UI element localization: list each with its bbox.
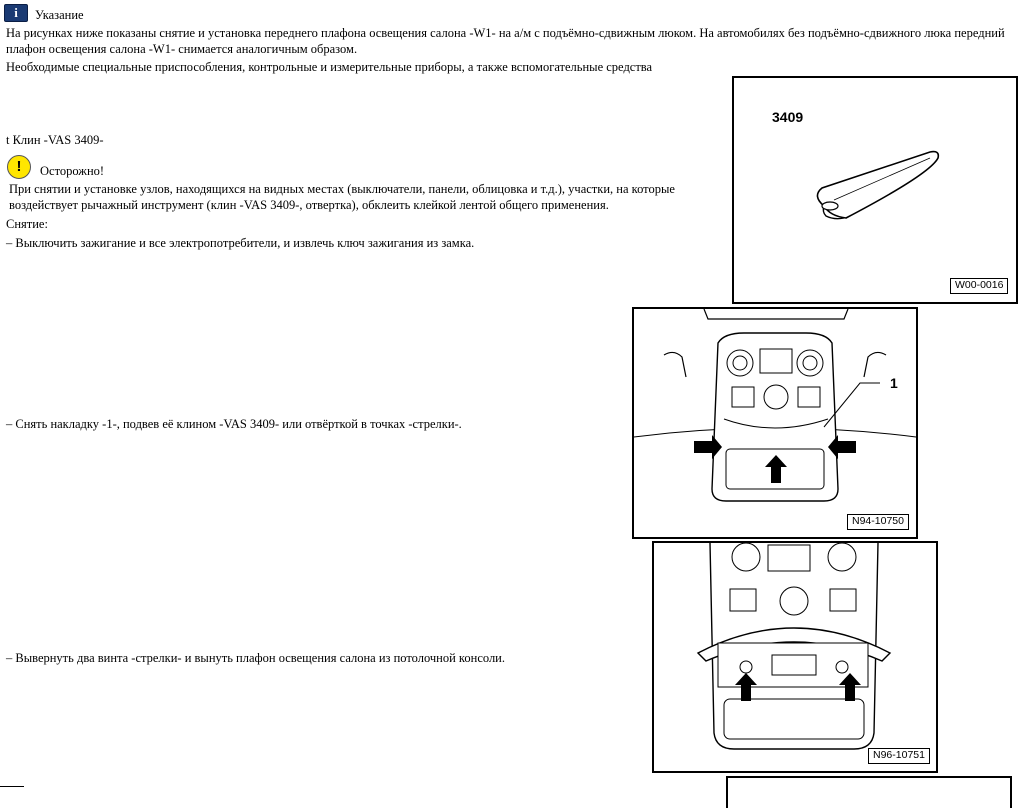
caution-line-1: При снятии и установке узлов, находящихся на видных местах (выключатели, панели, облицовка и т.д.), участки, на которые — [9, 182, 675, 196]
tool-figure — [732, 76, 1018, 304]
step-3: – Вывернуть два винта -стрелки- и вынуть плафон освещения салона из потолочной консоли. — [6, 651, 505, 665]
step-2: – Снять накладку -1-, подвев её клином -VAS 3409- или отвёрткой в точках -стрелки-. — [6, 417, 462, 431]
lamp-drawing — [654, 543, 936, 771]
note-line-2: плафон освещения салона -W1- снимается аналогичным образом. — [6, 42, 358, 56]
caution-heading: Осторожно! — [40, 164, 105, 178]
tools-intro: Необходимые специальные приспособления, контрольные и измерительные приборы, а также вспомогательные средства — [6, 60, 653, 74]
step-1: – Выключить зажигание и все электропотребители, и извлечь ключ зажигания из замка. — [6, 236, 475, 250]
next-figure-partial — [726, 776, 1012, 808]
tool-label: 3409 — [772, 109, 804, 125]
lamp-figure — [652, 541, 938, 773]
note-text — [6, 25, 1005, 57]
bottom-divider — [0, 786, 24, 787]
warning-icon: ! — [7, 155, 31, 179]
note-line-1: На рисунках ниже показаны снятие и установка переднего плафона освещения салона -W1- на а/м с подъёмно-сдвижным люком. На автомобилях без подъёмно-сдвижного люка передний — [6, 26, 1005, 40]
lamp-figure-code: N96-10751 — [868, 748, 930, 764]
info-book-icon: i — [4, 4, 28, 22]
tool-item: t Клин -VAS 3409- — [6, 133, 104, 147]
removal-heading: Снятие: — [6, 217, 48, 231]
console-callout-1: 1 — [890, 375, 898, 391]
console-figure — [632, 307, 918, 539]
caution-line-2: воздействует рычажный инструмент (клин -VAS 3409-, отвертка), обклеить клейкой лентой общего применения. — [9, 198, 609, 212]
caution-text — [9, 181, 675, 213]
console-drawing — [634, 309, 916, 537]
console-figure-code: N94-10750 — [847, 514, 909, 530]
tool-figure-code: W00-0016 — [950, 278, 1008, 294]
note-heading: Указание — [35, 8, 84, 22]
